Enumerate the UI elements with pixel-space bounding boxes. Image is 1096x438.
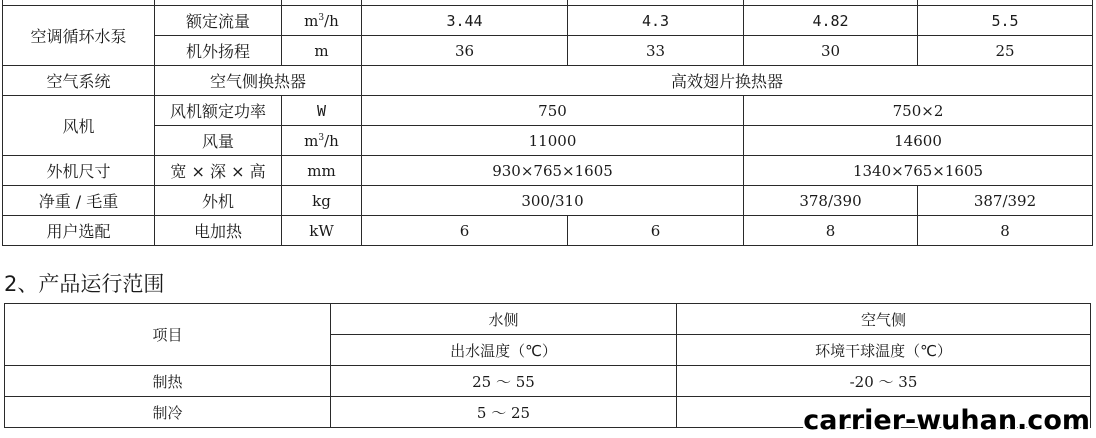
watermark: carrier-wuhan.com: [803, 405, 1090, 436]
section-title: 2、产品运行范围: [4, 272, 165, 296]
size-unit: mm: [282, 156, 362, 186]
weight-group-cell: 净重 / 毛重: [3, 186, 155, 216]
table-row: [5, 304, 1091, 335]
air-group-cell: 空气系统: [3, 66, 155, 96]
option-value: 6: [362, 216, 568, 246]
weight-value: 387/392: [918, 186, 1093, 216]
option-unit: kW: [282, 216, 362, 246]
fan-power-value: 750×2: [744, 96, 1093, 126]
water-range-cell: 25 ～ 55: [331, 366, 677, 397]
rated-flow-value: 5.5: [918, 6, 1093, 36]
option-value: 8: [918, 216, 1093, 246]
table-row: [3, 66, 1093, 96]
rated-flow-value: 4.82: [744, 6, 918, 36]
unit-sup: 3: [318, 132, 325, 143]
option-value: 8: [744, 216, 918, 246]
head-value: 36: [362, 36, 568, 66]
air-exchanger-value: 高效翅片换热器: [362, 66, 1093, 96]
head-value: 25: [918, 36, 1093, 66]
weight-unit: kg: [282, 186, 362, 216]
table-row: [3, 216, 1093, 246]
air-exchanger-label: 空气侧换热器: [155, 66, 362, 96]
rated-flow-label: 额定流量: [155, 6, 282, 36]
table-row: [3, 156, 1093, 186]
head-unit: m: [282, 36, 362, 66]
pump-group-cell: 空调循环水泵: [3, 6, 155, 66]
head-label: 机外扬程: [155, 36, 282, 66]
mode-cell: 制冷: [5, 397, 331, 428]
table-row: [3, 186, 1093, 216]
airflow-value: 14600: [744, 126, 1093, 156]
weight-value: 300/310: [362, 186, 744, 216]
spec-table: [2, 0, 1093, 246]
rated-flow-value: 4.3: [568, 6, 744, 36]
fan-power-unit: W: [282, 96, 362, 126]
weight-value: 378/390: [744, 186, 918, 216]
fan-group-cell: 风机: [3, 96, 155, 156]
table-row: [3, 6, 1093, 36]
option-value: 6: [568, 216, 744, 246]
item-header: 项目: [5, 304, 331, 366]
head-value: 33: [568, 36, 744, 66]
option-label: 电加热: [155, 216, 282, 246]
size-label: 宽 × 深 × 高: [155, 156, 282, 186]
unit-base: m: [304, 131, 319, 150]
water-subheader: 出水温度（℃）: [331, 335, 677, 366]
air-header: 空气侧: [677, 304, 1091, 335]
fan-power-value: 750: [362, 96, 744, 126]
mode-cell: 制热: [5, 366, 331, 397]
head-value: 30: [744, 36, 918, 66]
airflow-label: 风量: [155, 126, 282, 156]
size-value: 1340×765×1605: [744, 156, 1093, 186]
unit-base: m: [304, 11, 319, 30]
rated-flow-value: 3.44: [362, 6, 568, 36]
rated-flow-unit: [282, 6, 362, 36]
air-subheader: 环境干球温度（℃）: [677, 335, 1091, 366]
unit-sup: 3: [318, 12, 325, 23]
table-row: [3, 126, 1093, 156]
weight-label: 外机: [155, 186, 282, 216]
air-range-cell: -20 ～ 35: [677, 366, 1091, 397]
airflow-unit: [282, 126, 362, 156]
table-row: [3, 36, 1093, 66]
unit-tail: /h: [324, 131, 339, 150]
size-group-cell: 外机尺寸: [3, 156, 155, 186]
option-group-cell: 用户选配: [3, 216, 155, 246]
water-range-cell: 5 ～ 25: [331, 397, 677, 428]
fan-power-label: 风机额定功率: [155, 96, 282, 126]
table-row: [5, 366, 1091, 397]
size-value: 930×765×1605: [362, 156, 744, 186]
airflow-value: 11000: [362, 126, 744, 156]
water-header: 水侧: [331, 304, 677, 335]
unit-tail: /h: [324, 11, 339, 30]
table-row: [3, 96, 1093, 126]
